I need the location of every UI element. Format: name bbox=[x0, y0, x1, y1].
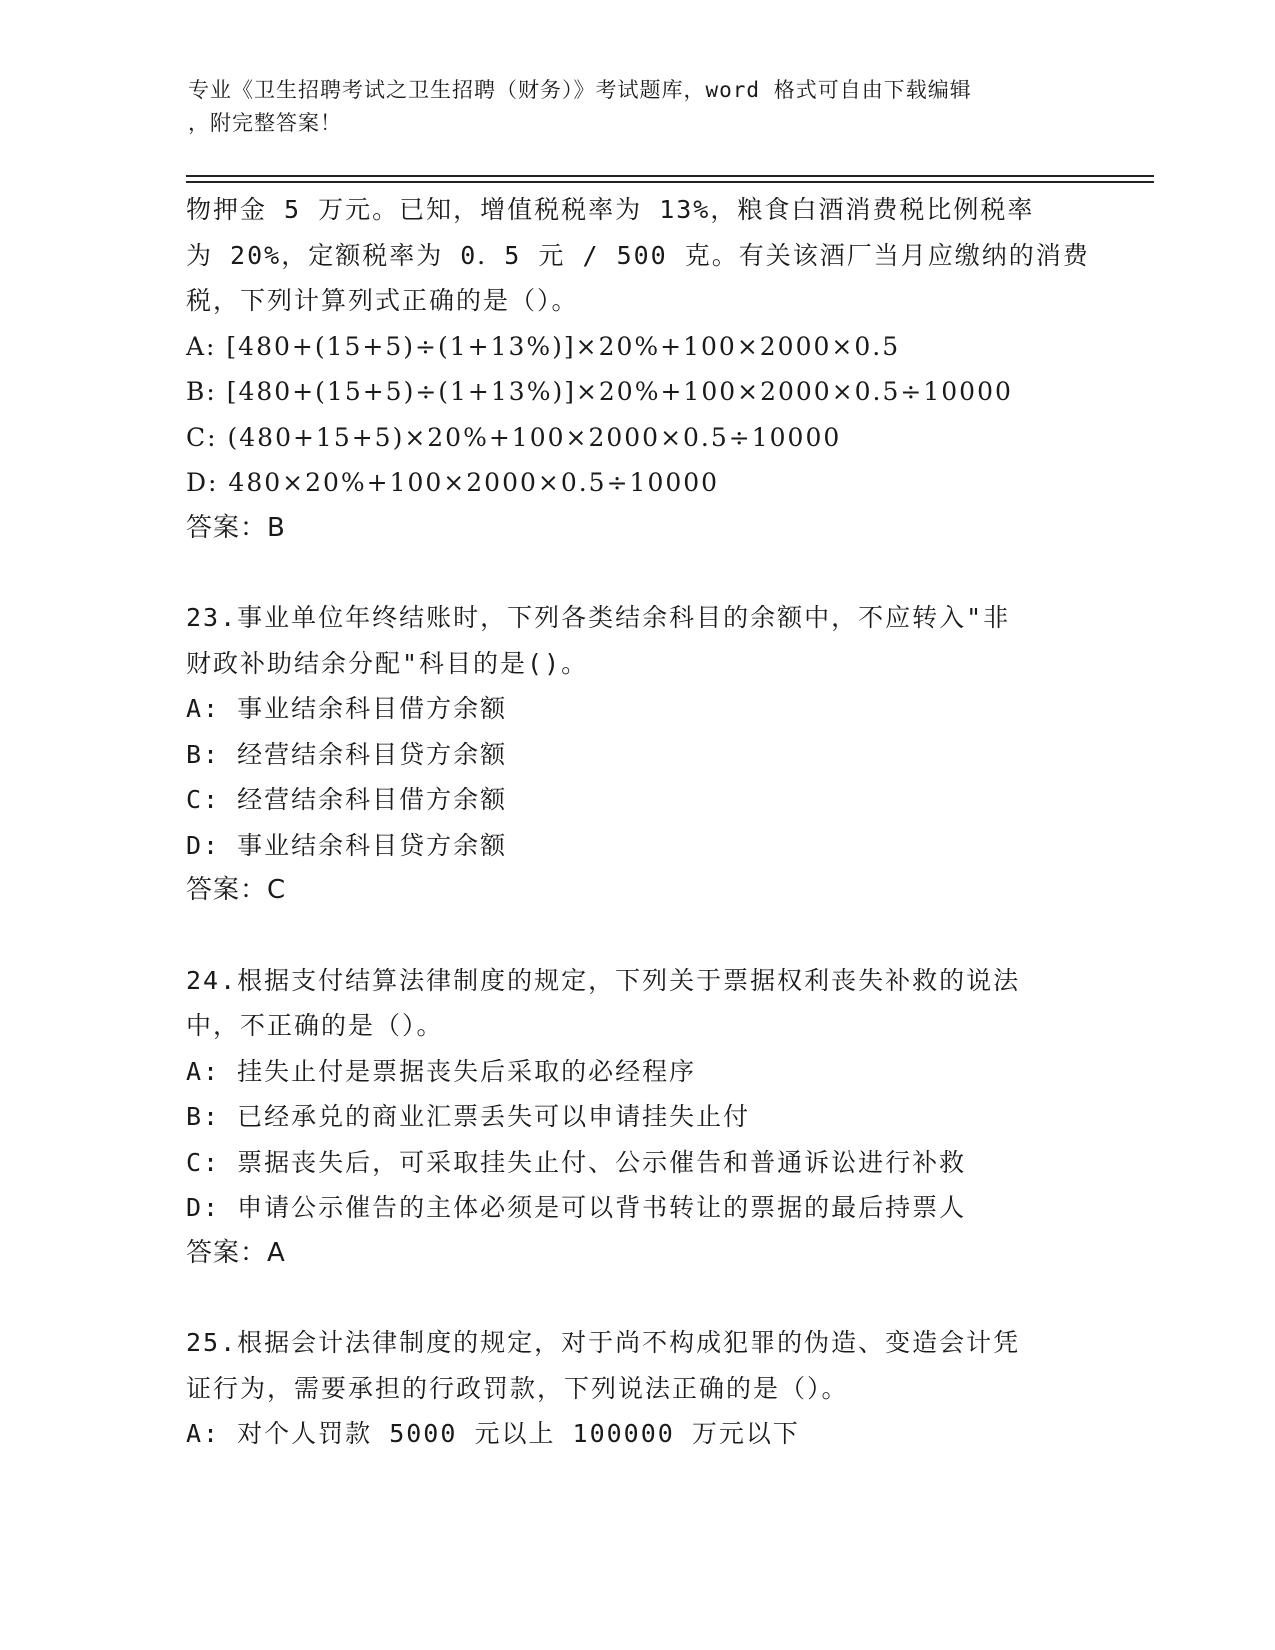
question-stem-line: 23.事业单位年终结账时，下列各类结余科目的余额中，不应转入"非 bbox=[186, 603, 1011, 632]
question-23 bbox=[186, 595, 1086, 914]
option-b: B: 经营结余科目贷方余额 bbox=[186, 739, 508, 769]
question-stem-line: 证行为，需要承担的行政罚款，下列说法正确的是（）。 bbox=[186, 1373, 849, 1403]
question-stem-line: 税，下列计算列式正确的是（）。 bbox=[186, 286, 579, 315]
option-a: A: 事业结余科目借方余额 bbox=[186, 694, 508, 723]
question-content bbox=[186, 187, 1090, 1457]
answer-line: 答案：B bbox=[186, 512, 286, 543]
question-25-partial bbox=[186, 1320, 1086, 1457]
option-b: B: [480+(15+5)÷(1+13%)]×20%+100×2000×0.5÷10000 bbox=[186, 377, 1013, 406]
answer-line: 答案：C bbox=[186, 875, 287, 905]
document-header bbox=[188, 74, 1068, 140]
option-a: A: [480+(15+5)÷(1+13%)]×20%+100×2000×0.5 bbox=[186, 331, 901, 361]
option-d: D: 事业结余科目贷方余额 bbox=[186, 830, 508, 860]
option-d: D: 480×20%+100×2000×0.5÷10000 bbox=[186, 468, 720, 497]
option-c: C: (480+15+5)×20%+100×2000×0.5÷10000 bbox=[186, 422, 842, 452]
question-stem-line: 24.根据支付结算法律制度的规定，下列关于票据权利丧失补救的说法 bbox=[186, 965, 1021, 995]
header-rule-bottom bbox=[186, 181, 1154, 183]
option-a: A: 对个人罚款 5000 元以上 100000 万元以下 bbox=[186, 1419, 800, 1448]
question-stem-line: 为 20%，定额税率为 0．5 元 / 500 克。有关该酒厂当月应缴纳的消费 bbox=[186, 240, 1090, 270]
option-a: A: 挂失止付是票据丧失后采取的必经程序 bbox=[186, 1056, 697, 1086]
question-stem-line: 物押金 5 万元。已知，增值税税率为 13%，粮食白酒消费税比例税率 bbox=[186, 195, 1035, 224]
question-stem-line: 中，不正确的是（）。 bbox=[186, 1011, 444, 1040]
question-stem-line: 财政补助结余分配"科目的是()。 bbox=[186, 648, 589, 678]
question-24 bbox=[186, 958, 1086, 1277]
option-d: D: 申请公示催告的主体必须是可以背书转让的票据的最后持票人 bbox=[186, 1193, 967, 1222]
option-b: B: 已经承兑的商业汇票丢失可以申请挂失止付 bbox=[186, 1102, 751, 1131]
question-22-partial bbox=[186, 187, 1090, 551]
answer-line: 答案：A bbox=[186, 1237, 286, 1268]
option-c: C: 票据丧失后，可采取挂失止付、公示催告和普通诉讼进行补救 bbox=[186, 1147, 967, 1177]
option-c: C: 经营结余科目借方余额 bbox=[186, 785, 508, 814]
header-title-line-continued: ，附完整答案！ bbox=[188, 111, 342, 135]
question-stem-line: 25.根据会计法律制度的规定，对于尚不构成犯罪的伪造、变造会计凭 bbox=[186, 1328, 1021, 1357]
header-title-line: 专业《卫生招聘考试之卫生招聘（财务）》考试题库，word 格式可自由下载编辑 bbox=[188, 78, 972, 102]
header-rule-top bbox=[186, 175, 1154, 177]
